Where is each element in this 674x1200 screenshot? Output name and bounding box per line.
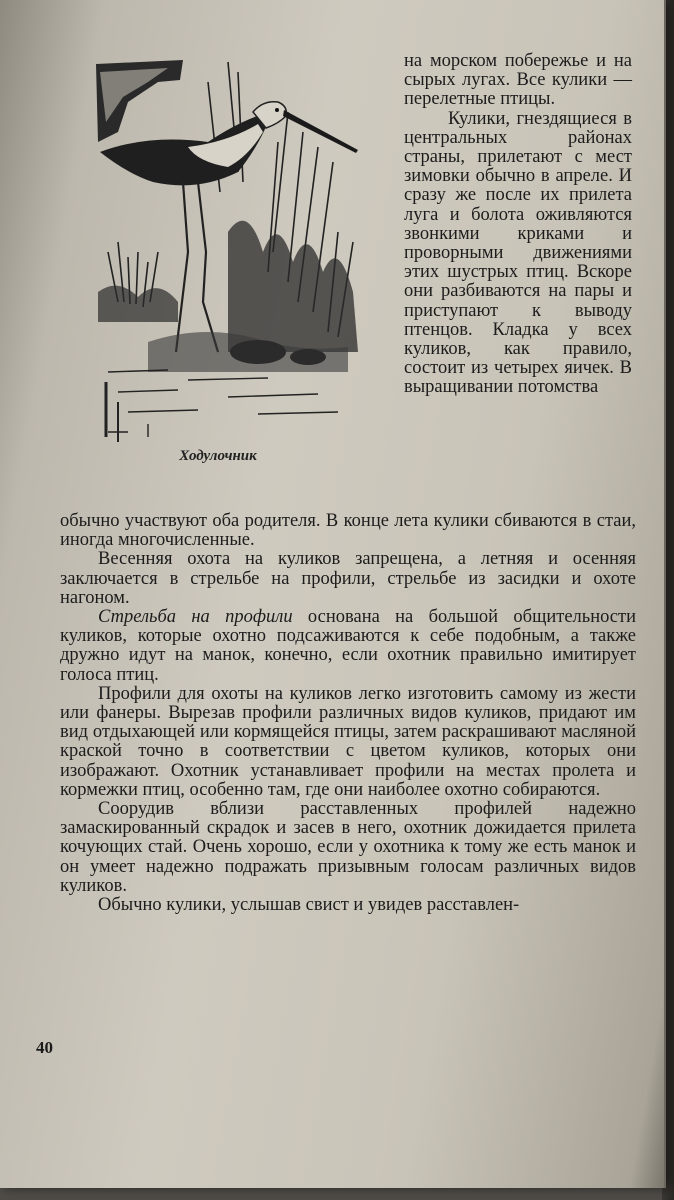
right-column-text	[404, 52, 632, 398]
paragraph: обычно участвуют оба родителя. В конце лета кулики сбиваются в стаи, иногда многочисленные.	[60, 511, 636, 551]
figure-caption: Ходулочник	[179, 448, 257, 464]
stilt-illustration	[88, 52, 388, 442]
page-number: 40	[36, 1038, 53, 1057]
paragraph: Профили для охоты на куликов легко изготовить самому из жести или фанеры. Вырезав профили различных видов куликов, придают им вид отдыхающей или кормящейся птицы, затем раскрашивают масляной краской точно в соответствии с цветом куликов, которых они изображают. Охотник устанавливает профили на местах пролета и кормежки птиц, особенно там, где они наиболее охотно собираются.	[60, 683, 636, 800]
italic-term: Стрельба на профили	[98, 607, 293, 628]
paragraph: Весенняя охота на куликов запрещена, а летняя и осенняя заключается в стрельбе на профили, стрельбе из засидки и охоте нагоном.	[60, 549, 636, 608]
paragraph: Кулики, гнездящиеся в центральных районах страны, прилетают с мест зимовки обычно в апреле. И сразу же после их прилета луга и болота оживляются звонкими криками и проворными движениями этих шустрых птиц. Вскоре они разбиваются на пары и приступают к выводу птенцов. Кладка у всех куликов, как правило, состоит из четырех яичек. В выращивании потомства	[404, 108, 632, 398]
paragraph: на морском побережье и на сырых лугах. Все кулики — перелетные птицы.	[404, 51, 632, 110]
main-text	[60, 512, 636, 915]
paragraph-text: основана на большой общительности куликов, которые охотно подсаживаются к себе подобным, а также дружно идут на манок, конечно, если охотник правильно имитирует голоса птиц.	[60, 607, 637, 685]
paragraph: Обычно кулики, услышав свист и увидев расставлен-	[98, 895, 520, 916]
paragraph	[60, 608, 636, 685]
paragraph: Соорудив вблизи расставленных профилей надежно замаскированный скрадок и засев в него, охотник дожидается прилета кочующих стай. Очень хорошо, если у охотника к тому же есть манок и он умеет надежно подражать призывным голосам различных видов куликов.	[60, 799, 636, 896]
